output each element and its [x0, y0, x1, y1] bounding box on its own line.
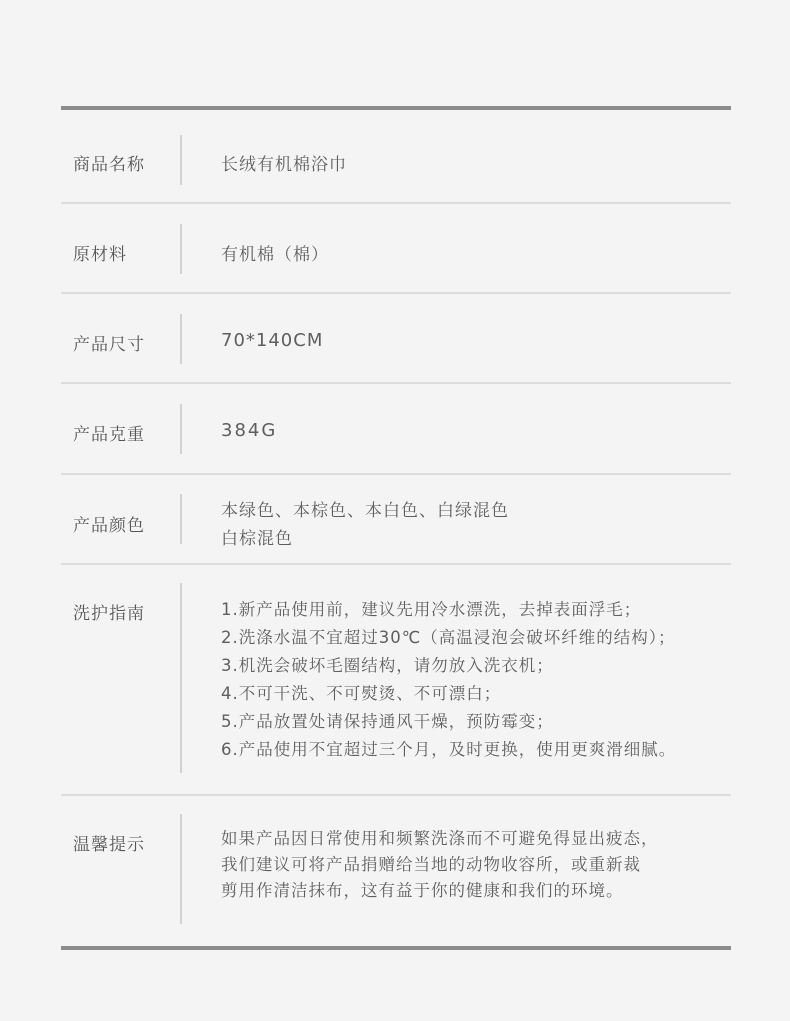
spec-value-line: 白棕混色 — [221, 529, 293, 549]
spec-row-care-guide — [61, 565, 731, 794]
spec-value-line: 本绿色、本棕色、本白色、白绿混色 — [221, 501, 509, 521]
spec-value — [221, 826, 659, 904]
spec-value-line: 长绒有机棉浴巾 — [221, 155, 347, 175]
spec-value — [221, 150, 347, 175]
spec-label: 产品克重 — [73, 425, 145, 445]
care-instruction: 3.机洗会破坏毛圈结构，请勿放入洗衣机； — [221, 656, 554, 675]
column-divider — [180, 814, 182, 924]
spec-row-material — [61, 204, 731, 292]
spec-value-line: 有机棉（棉） — [221, 245, 329, 265]
column-divider — [180, 404, 182, 454]
spec-value — [221, 596, 676, 764]
product-spec-table — [61, 106, 731, 950]
column-divider — [180, 583, 182, 773]
spec-value-line: 70*140CM — [221, 330, 324, 351]
care-instruction: 2.洗涤水温不宜超过30℃（高温浸泡会破坏纤维的结构）； — [221, 628, 676, 647]
spec-value — [221, 420, 277, 441]
column-divider — [180, 135, 182, 185]
care-instruction: 6.产品使用不宜超过三个月，及时更换，使用更爽滑细腻。 — [221, 740, 677, 759]
bottom-rule — [61, 946, 731, 950]
spec-label: 原材料 — [73, 245, 127, 265]
spec-label: 洗护指南 — [73, 604, 145, 624]
tip-line: 我们建议可将产品捐赠给当地的动物收容所，或重新裁 — [221, 855, 641, 874]
spec-value — [221, 240, 329, 265]
spec-row-product-name — [61, 110, 731, 202]
care-instruction: 1.新产品使用前，建议先用冷水漂洗，去掉表面浮毛； — [221, 600, 642, 619]
spec-value — [221, 330, 323, 351]
spec-value-line: 384G — [221, 420, 278, 441]
spec-label: 商品名称 — [73, 155, 145, 175]
tip-line: 剪用作清洁抹布，这有益于你的健康和我们的环境。 — [221, 881, 624, 900]
care-instruction: 4.不可干洗、不可熨烫、不可漂白； — [221, 684, 502, 703]
spec-row-size — [61, 294, 731, 382]
spec-label: 温馨提示 — [73, 835, 145, 855]
spec-label: 产品尺寸 — [73, 335, 145, 355]
column-divider — [180, 314, 182, 364]
spec-row-tips — [61, 796, 731, 946]
column-divider — [180, 494, 182, 544]
spec-row-color — [61, 475, 731, 563]
column-divider — [180, 224, 182, 274]
spec-label: 产品颜色 — [73, 516, 145, 536]
spec-row-weight — [61, 384, 731, 473]
spec-value — [221, 497, 509, 553]
care-instruction: 5.产品放置处请保持通风干燥，预防霉变； — [221, 712, 554, 731]
tip-line: 如果产品因日常使用和频繁洗涤而不可避免得显出疲态， — [221, 829, 659, 848]
